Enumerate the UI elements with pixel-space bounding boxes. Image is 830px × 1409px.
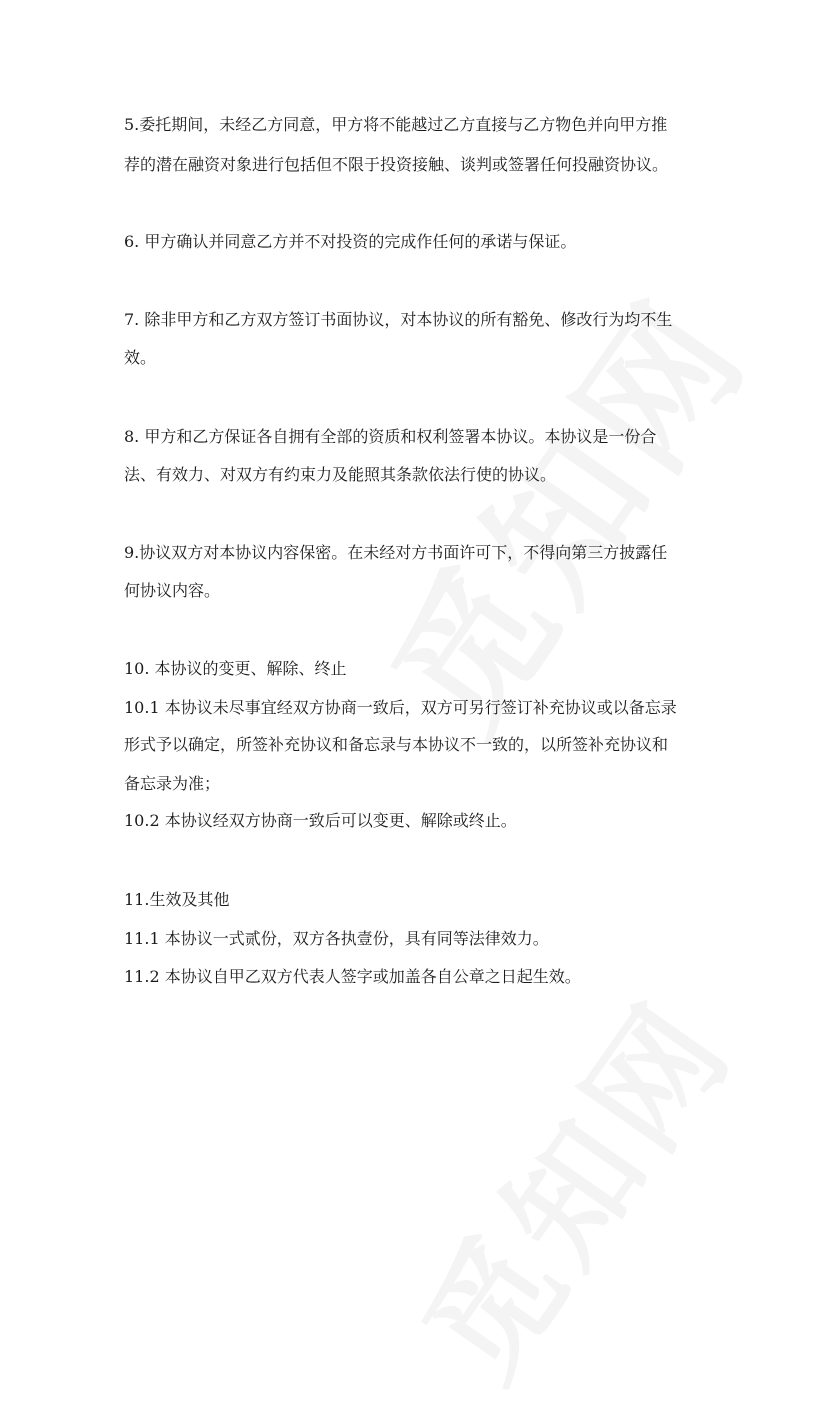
clause-6: 6. 甲方确认并同意乙方并不对投资的完成作任何的承诺与保证。 <box>124 232 577 251</box>
clause-10-1-line-1: 10.1 本协议未尽事宜经双方协商一致后，双方可另行签订补充协议或以备忘录 <box>124 698 677 717</box>
clause-10-1-line-3: 备忘录为准； <box>124 774 221 793</box>
clause-5-line-2: 荐的潜在融资对象进行包括但不限于投资接触、谈判或签署任何投融资协议。 <box>124 155 669 174</box>
clause-7-line-1: 7. 除非甲方和乙方双方签订书面协议，对本协议的所有豁免、修改行为均不生 <box>124 310 673 329</box>
clause-10-heading: 10. 本协议的变更、解除、终止 <box>124 659 347 678</box>
clause-8-line-2: 法、有效力、对双方有约束力及能照其条款依法行使的协议。 <box>124 465 557 484</box>
clause-7-line-2: 效。 <box>124 348 157 367</box>
clause-10-1-line-2: 形式予以确定，所签补充协议和备忘录与本协议不一致的，以所签补充协议和 <box>124 735 669 754</box>
clause-11-2: 11.2 本协议自甲乙双方代表人签字或加盖各自公章之日起生效。 <box>124 967 581 986</box>
clause-9-line-1: 9.协议双方对本协议内容保密。在未经对方书面许可下，不得向第三方披露任 <box>124 543 668 562</box>
clause-9-line-2: 何协议内容。 <box>124 581 221 600</box>
clause-11-heading: 11.生效及其他 <box>124 890 230 909</box>
watermark <box>373 958 767 1409</box>
clause-11-1: 11.1 本协议一式贰份，双方各执壹份，具有同等法律效力。 <box>124 929 549 948</box>
clause-8-line-1: 8. 甲方和乙方保证各自拥有全部的资质和权利签署本协议。本协议是一份合 <box>124 427 657 446</box>
clause-5-line-1: 5.委托期间，未经乙方同意，甲方将不能越过乙方直接与乙方物色并向甲方推 <box>124 115 668 134</box>
clause-10-2: 10.2 本协议经双方协商一致后可以变更、解除或终止。 <box>124 811 517 830</box>
